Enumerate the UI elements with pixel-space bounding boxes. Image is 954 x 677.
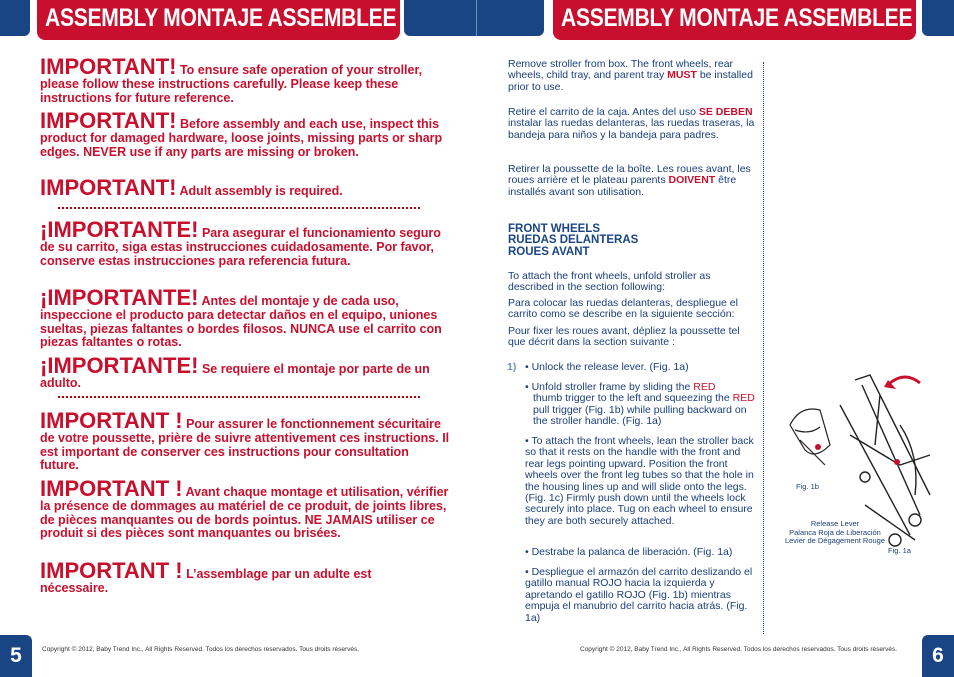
- step-unfold-en: [525, 382, 755, 428]
- intro-es: [508, 107, 760, 141]
- heading-en: FRONT WHEELS: [508, 223, 600, 235]
- intro-fr: [508, 164, 760, 198]
- warning-text: Se requiere el montaje por parte de un adulto.: [40, 362, 430, 390]
- spine-divider: [476, 0, 477, 36]
- attach-fr: Pour fixer les roues avant, dépliez la poussette tel que décrit dans la section suivante :: [508, 325, 740, 349]
- step-text: thumb trigger to the left and squeezing the: [533, 392, 730, 405]
- hand-drawing: [790, 409, 830, 465]
- warning-text: Para asegurar el funcionamiento seguro de su carrito, siga estas instrucciones cuidadosamente. Por favor, conserve estas instrucciones para referencia futura.: [40, 226, 441, 268]
- warning-heading: IMPORTANT !: [40, 558, 183, 583]
- dotted-divider: [58, 396, 420, 398]
- red-word: RED: [732, 392, 755, 405]
- must-emphasis: SE DEBEN: [698, 106, 753, 118]
- copyright-right: Copyright © 2012, Baby Trend Inc., All Rights Reserved. Todos los derechos reservados. Tous droits réservés.: [580, 646, 898, 653]
- warning-heading: IMPORTANT!: [40, 108, 177, 133]
- red-word: RED: [693, 381, 716, 393]
- step-unlock-en: • Unlock the release lever. (Fig. 1a): [525, 361, 689, 373]
- attach-es: Para colocar las ruedas delanteras, despliegue el carrito como se describe en la siguiente sección:: [508, 297, 738, 321]
- step-unfold-es: • Despliegue el armazón del carrito deslizando el gatillo manual ROJO hacia la izquierda y apretando el gatillo ROJO (Fig. 1b) mientras empuja el manubrio del carrito hacia atrás. (Fig. 1a): [525, 566, 753, 624]
- warning-en-2: [40, 110, 450, 159]
- attach-en: To attach the front wheels, unfold stroller as described in the section following:: [508, 270, 711, 294]
- warning-fr-1: [40, 410, 450, 473]
- banner-left: [37, 0, 400, 40]
- step-number: 1): [507, 361, 517, 373]
- intro-en: [508, 59, 760, 93]
- banner-right: [553, 0, 916, 40]
- page-number-right: 6: [922, 635, 954, 677]
- fig-1a-label: Fig. 1a: [888, 546, 911, 555]
- copyright-left: Copyright © 2012, Baby Trend Inc., All Rights Reserved. Todos los derechos reservados. Tous droits réservés.: [42, 646, 360, 653]
- warning-heading: ¡IMPORTANTE!: [40, 353, 199, 378]
- warning-text: To ensure safe operation of your stroller, please follow these instructions carefully. Please keep these instructions for future reference.: [40, 63, 423, 105]
- warning-heading: ¡IMPORTANTE!: [40, 217, 199, 242]
- step-text: • Unfold stroller frame by sliding the: [525, 381, 691, 393]
- must-emphasis: DOIVENT: [668, 174, 716, 187]
- dotted-divider: [58, 207, 420, 209]
- intro-text: Retire el carrito de la caja. Antes del uso: [508, 106, 696, 118]
- intro-text: être installés avant son utilisation.: [508, 174, 737, 198]
- rotation-arrow: [890, 377, 920, 383]
- warning-text: Avant chaque montage et utilisation, vérifier la présence de dommages au matériel de ce produit, de joints libres, de pièces manquantes ou de bords pointus. NE JAMAIS utiliser ce produit si des pièces sont manquantes ou brisées.: [40, 485, 449, 540]
- heading-es: RUEDAS DELANTERAS: [508, 234, 639, 247]
- intro-text: instalar las ruedas delanteras, las ruedas traseras, la bandeja para niños y la bandeja para padres.: [508, 117, 755, 141]
- step-attach-en: • To attach the front wheels, lean the stroller back so that it rests on the handle with the front and rear legs pointing upward. Position the front wheels over the front leg tubes so that the hole in the housing lines up and will slide onto the legs. (Fig. 1c) Firmly push down until the wheels lock securely into place. Tug on each wheel to ensure they are both securely attached.: [525, 435, 754, 527]
- fig-1b-label: Fig. 1b: [796, 482, 819, 491]
- intro-text: be installed prior to use.: [508, 69, 753, 93]
- lever-es: Palanca Roja de Liberación: [789, 527, 881, 537]
- warning-heading: IMPORTANT!: [40, 175, 177, 200]
- column-divider: [763, 62, 764, 634]
- warning-text: L’assemblage par un adulte est nécessaire.: [40, 567, 372, 595]
- lever-fr: Levier de Dégagement Rouge: [784, 536, 886, 545]
- warning-es-2: [40, 287, 450, 350]
- heading-fr: ROUES AVANT: [508, 245, 590, 258]
- warning-text: Before assembly and each use, inspect this product for damaged hardware, loose joints, missing parts or sharp edges. NEVER use if any parts are missing or broken.: [40, 117, 443, 159]
- banner-right-text: ASSEMBLY MONTAJE ASSEMBLEE: [561, 4, 913, 32]
- warning-text: Pour assurer le fonctionnement sécuritaire de votre poussette, prière de suivre attentivement ces instructions. Il est important de conserver ces instructions pour consultation future.: [40, 417, 450, 472]
- warning-fr-2: [40, 478, 450, 541]
- top-bar-right: [922, 0, 954, 36]
- lever-en: Release Lever: [810, 519, 860, 528]
- section-heading: [508, 224, 638, 258]
- step-text: pull trigger (Fig. 1b) while pulling backward on the stroller handle. (Fig. 1a): [533, 403, 747, 428]
- red-lever: [894, 459, 900, 465]
- warning-en-3: [40, 177, 450, 199]
- warning-heading: ¡IMPORTANTE!: [40, 285, 199, 310]
- warning-heading: IMPORTANT !: [40, 408, 183, 433]
- warning-es-3: [40, 355, 440, 391]
- must-emphasis: MUST: [667, 69, 697, 82]
- page-number-left: 5: [0, 635, 32, 677]
- warning-fr-3: [40, 560, 380, 596]
- intro-text: Retirer la poussette de la boîte. Les roues avant, les roues arrière et le plateau parents: [508, 163, 751, 187]
- intro-text: Remove stroller from box. The front wheels, rear wheels, child tray, and parent tray: [508, 58, 734, 82]
- warning-text: Antes del montaje y de cada uso, inspeccione el producto para detectar daños en el equipo, uniones sueltas, piezas faltantes o bordes filosos. NUNCA use el carrito con piezas faltantes o rotas.: [40, 294, 442, 349]
- warning-heading: IMPORTANT!: [40, 54, 177, 79]
- banner-left-text: ASSEMBLY MONTAJE ASSEMBLEE: [45, 4, 397, 32]
- step-unlock-es: • Destrabe la palanca de liberación. (Fig. 1a): [525, 546, 733, 558]
- warning-en-1: [40, 56, 450, 105]
- top-bar-middle: [404, 0, 544, 36]
- top-bar-left: [0, 0, 30, 36]
- warning-text: Adult assembly is required.: [179, 184, 343, 198]
- release-lever-label: [775, 520, 895, 546]
- warning-es-1: [40, 219, 450, 268]
- red-trigger: [815, 444, 821, 450]
- warning-heading: IMPORTANT !: [40, 476, 183, 501]
